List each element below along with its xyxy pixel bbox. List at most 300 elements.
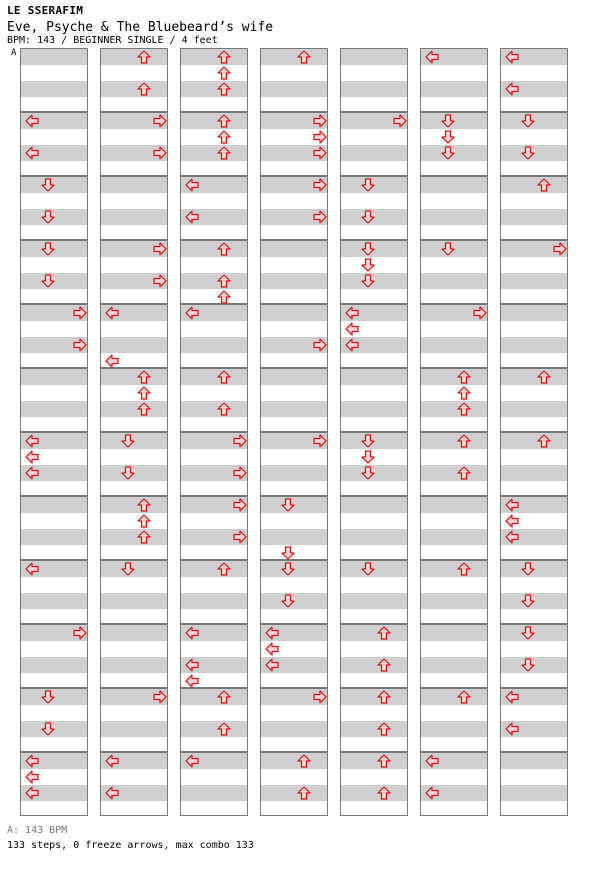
right-arrow-icon — [313, 338, 327, 352]
beat-band — [101, 209, 167, 225]
beat-band — [501, 369, 567, 385]
measure — [100, 624, 168, 688]
beat-band — [341, 721, 407, 737]
beat-band — [421, 465, 487, 481]
up-arrow-icon — [137, 386, 151, 400]
up-arrow-icon — [457, 562, 471, 576]
left-arrow-icon — [505, 82, 519, 96]
measure — [340, 432, 408, 496]
down-arrow-icon — [121, 466, 135, 480]
left-arrow-icon — [25, 786, 39, 800]
measure — [340, 48, 408, 112]
left-arrow-icon — [345, 322, 359, 336]
up-arrow-icon — [457, 466, 471, 480]
measure — [180, 496, 248, 560]
beat-band — [341, 657, 407, 673]
measure — [340, 688, 408, 752]
left-arrow-icon — [265, 626, 279, 640]
measure — [20, 688, 88, 752]
left-arrow-icon — [105, 754, 119, 768]
beat-band — [181, 273, 247, 289]
up-arrow-icon — [457, 386, 471, 400]
up-arrow-icon — [137, 530, 151, 544]
beat-band — [181, 689, 247, 705]
measure — [500, 496, 568, 560]
right-arrow-icon — [313, 210, 327, 224]
measure — [420, 752, 488, 816]
down-arrow-icon — [281, 562, 295, 576]
beat-band — [501, 465, 567, 481]
beat-band — [261, 465, 327, 481]
up-arrow-icon — [297, 50, 311, 64]
measure — [100, 48, 168, 112]
measure — [180, 176, 248, 240]
beat-band — [501, 305, 567, 321]
measure — [20, 112, 88, 176]
beat-band — [261, 753, 327, 769]
beat-band — [261, 721, 327, 737]
measure — [340, 112, 408, 176]
left-arrow-icon — [25, 450, 39, 464]
beat-band — [21, 401, 87, 417]
beat-band — [181, 145, 247, 161]
down-arrow-icon — [41, 690, 55, 704]
down-arrow-icon — [41, 242, 55, 256]
up-arrow-icon — [457, 690, 471, 704]
beat-band — [421, 209, 487, 225]
left-arrow-icon — [425, 50, 439, 64]
measure — [260, 240, 328, 304]
measure — [20, 624, 88, 688]
right-arrow-icon — [313, 114, 327, 128]
measure — [100, 560, 168, 624]
up-arrow-icon — [217, 290, 231, 304]
up-arrow-icon — [137, 82, 151, 96]
measure — [260, 432, 328, 496]
left-arrow-icon — [185, 674, 199, 688]
measure — [420, 624, 488, 688]
beat-band — [421, 721, 487, 737]
left-arrow-icon — [185, 306, 199, 320]
bpm-marker: A — [11, 48, 17, 58]
left-arrow-icon — [505, 530, 519, 544]
down-arrow-icon — [41, 274, 55, 288]
measure — [420, 560, 488, 624]
measure — [500, 112, 568, 176]
measure — [100, 688, 168, 752]
beat-band — [181, 113, 247, 129]
measure — [420, 176, 488, 240]
up-arrow-icon — [537, 434, 551, 448]
measure — [100, 304, 168, 368]
beat-band — [261, 785, 327, 801]
left-arrow-icon — [105, 786, 119, 800]
measure — [340, 240, 408, 304]
down-arrow-icon — [521, 658, 535, 672]
beat-band — [181, 337, 247, 353]
measure — [180, 752, 248, 816]
down-arrow-icon — [361, 434, 375, 448]
up-arrow-icon — [217, 274, 231, 288]
measure — [180, 304, 248, 368]
measure — [260, 112, 328, 176]
measure — [500, 368, 568, 432]
beat-band — [421, 497, 487, 513]
left-arrow-icon — [345, 306, 359, 320]
measure — [420, 432, 488, 496]
up-arrow-icon — [217, 690, 231, 704]
right-arrow-icon — [73, 338, 87, 352]
measure — [180, 112, 248, 176]
right-arrow-icon — [153, 242, 167, 256]
down-arrow-icon — [521, 114, 535, 128]
up-arrow-icon — [217, 402, 231, 416]
beat-band — [101, 49, 167, 65]
measure — [260, 624, 328, 688]
right-arrow-icon — [473, 306, 487, 320]
left-arrow-icon — [25, 466, 39, 480]
right-arrow-icon — [233, 498, 247, 512]
beat-band — [421, 369, 487, 385]
left-arrow-icon — [25, 114, 39, 128]
up-arrow-icon — [217, 242, 231, 256]
measure — [100, 496, 168, 560]
beat-band — [181, 241, 247, 257]
left-arrow-icon — [265, 642, 279, 656]
down-arrow-icon — [441, 130, 455, 144]
beat-band — [261, 241, 327, 257]
down-arrow-icon — [41, 722, 55, 736]
measure — [340, 624, 408, 688]
right-arrow-icon — [73, 626, 87, 640]
measure — [20, 368, 88, 432]
measure — [500, 624, 568, 688]
down-arrow-icon — [121, 562, 135, 576]
beat-band — [421, 657, 487, 673]
left-arrow-icon — [185, 658, 199, 672]
left-arrow-icon — [25, 562, 39, 576]
beat-band — [101, 497, 167, 513]
chart-meta: BPM: 143 / BEGINNER SINGLE / 4 feet — [7, 35, 218, 46]
left-arrow-icon — [185, 178, 199, 192]
measure — [20, 240, 88, 304]
down-arrow-icon — [441, 146, 455, 160]
down-arrow-icon — [281, 498, 295, 512]
beat-band — [341, 497, 407, 513]
right-arrow-icon — [233, 434, 247, 448]
up-arrow-icon — [297, 786, 311, 800]
beat-band — [261, 305, 327, 321]
beat-band — [421, 273, 487, 289]
left-arrow-icon — [505, 514, 519, 528]
beat-band — [21, 369, 87, 385]
measure — [420, 48, 488, 112]
beat-band — [101, 593, 167, 609]
measure — [20, 304, 88, 368]
beat-band — [501, 401, 567, 417]
beat-band — [421, 401, 487, 417]
down-arrow-icon — [121, 434, 135, 448]
measure — [420, 688, 488, 752]
footer-bpm: A: 143 BPM — [7, 825, 68, 836]
up-arrow-icon — [377, 690, 391, 704]
beat-band — [101, 369, 167, 385]
measure — [260, 48, 328, 112]
measure — [180, 48, 248, 112]
measure — [340, 176, 408, 240]
beat-band — [501, 785, 567, 801]
left-arrow-icon — [345, 338, 359, 352]
up-arrow-icon — [137, 370, 151, 384]
up-arrow-icon — [217, 66, 231, 80]
up-arrow-icon — [217, 130, 231, 144]
beat-band — [181, 721, 247, 737]
down-arrow-icon — [441, 114, 455, 128]
left-arrow-icon — [505, 498, 519, 512]
beat-band — [501, 753, 567, 769]
up-arrow-icon — [457, 434, 471, 448]
up-arrow-icon — [137, 514, 151, 528]
beat-band — [341, 401, 407, 417]
left-arrow-icon — [425, 786, 439, 800]
beat-band — [341, 593, 407, 609]
down-arrow-icon — [41, 178, 55, 192]
down-arrow-icon — [281, 546, 295, 560]
right-arrow-icon — [233, 466, 247, 480]
right-arrow-icon — [313, 178, 327, 192]
right-arrow-icon — [233, 530, 247, 544]
beat-band — [341, 81, 407, 97]
up-arrow-icon — [377, 722, 391, 736]
beat-band — [261, 401, 327, 417]
down-arrow-icon — [361, 466, 375, 480]
measure — [20, 560, 88, 624]
left-arrow-icon — [25, 434, 39, 448]
right-arrow-icon — [393, 114, 407, 128]
beat-band — [21, 529, 87, 545]
measure — [500, 304, 568, 368]
measure — [100, 432, 168, 496]
right-arrow-icon — [153, 114, 167, 128]
measure — [180, 688, 248, 752]
beat-band — [501, 177, 567, 193]
left-arrow-icon — [505, 722, 519, 736]
up-arrow-icon — [217, 114, 231, 128]
beat-band — [341, 49, 407, 65]
measure — [500, 240, 568, 304]
beat-band — [181, 593, 247, 609]
beat-band — [341, 369, 407, 385]
beat-band — [101, 401, 167, 417]
measure — [260, 688, 328, 752]
measure — [500, 432, 568, 496]
beat-band — [101, 721, 167, 737]
up-arrow-icon — [457, 370, 471, 384]
up-arrow-icon — [137, 50, 151, 64]
beat-band — [421, 529, 487, 545]
beat-band — [181, 81, 247, 97]
measure — [260, 176, 328, 240]
measure — [20, 48, 88, 112]
measure — [20, 752, 88, 816]
beat-band — [101, 625, 167, 641]
right-arrow-icon — [313, 434, 327, 448]
down-arrow-icon — [361, 242, 375, 256]
measure — [100, 368, 168, 432]
beat-band — [21, 81, 87, 97]
beat-band — [501, 209, 567, 225]
up-arrow-icon — [217, 50, 231, 64]
up-arrow-icon — [377, 658, 391, 672]
measure — [500, 48, 568, 112]
measure — [500, 688, 568, 752]
right-arrow-icon — [313, 690, 327, 704]
right-arrow-icon — [153, 146, 167, 160]
up-arrow-icon — [377, 754, 391, 768]
measure — [340, 368, 408, 432]
footer-stats: 133 steps, 0 freeze arrows, max combo 133 — [7, 840, 254, 851]
down-arrow-icon — [361, 450, 375, 464]
beat-band — [341, 529, 407, 545]
beat-band — [421, 337, 487, 353]
measure — [260, 560, 328, 624]
left-arrow-icon — [185, 754, 199, 768]
beat-band — [181, 49, 247, 65]
right-arrow-icon — [153, 274, 167, 288]
beat-band — [421, 625, 487, 641]
measure — [420, 112, 488, 176]
beat-band — [261, 273, 327, 289]
beat-band — [181, 369, 247, 385]
beat-band — [101, 529, 167, 545]
beat-band — [501, 433, 567, 449]
measure — [100, 752, 168, 816]
down-arrow-icon — [361, 210, 375, 224]
measure — [20, 496, 88, 560]
measure — [500, 752, 568, 816]
beat-band — [501, 337, 567, 353]
measure — [180, 432, 248, 496]
right-arrow-icon — [553, 242, 567, 256]
up-arrow-icon — [137, 498, 151, 512]
beat-band — [261, 529, 327, 545]
down-arrow-icon — [361, 258, 375, 272]
down-arrow-icon — [521, 562, 535, 576]
up-arrow-icon — [217, 82, 231, 96]
down-arrow-icon — [361, 562, 375, 576]
measure — [420, 240, 488, 304]
beat-band — [21, 657, 87, 673]
measure — [420, 496, 488, 560]
measure — [100, 112, 168, 176]
right-arrow-icon — [73, 306, 87, 320]
down-arrow-icon — [281, 594, 295, 608]
up-arrow-icon — [297, 754, 311, 768]
measure — [20, 176, 88, 240]
measure — [260, 304, 328, 368]
measure — [260, 752, 328, 816]
song-title: Eve, Psyche & The Bluebeard’s wife — [7, 20, 274, 35]
beat-band — [101, 337, 167, 353]
beat-band — [421, 81, 487, 97]
measure — [340, 304, 408, 368]
up-arrow-icon — [217, 562, 231, 576]
beat-band — [101, 177, 167, 193]
up-arrow-icon — [137, 402, 151, 416]
beat-band — [101, 81, 167, 97]
left-arrow-icon — [265, 658, 279, 672]
measure — [180, 368, 248, 432]
beat-band — [261, 81, 327, 97]
measure — [180, 560, 248, 624]
up-arrow-icon — [217, 722, 231, 736]
left-arrow-icon — [505, 50, 519, 64]
beat-band — [21, 593, 87, 609]
down-arrow-icon — [521, 146, 535, 160]
measure — [260, 368, 328, 432]
measure — [20, 432, 88, 496]
beat-band — [341, 753, 407, 769]
beat-band — [101, 657, 167, 673]
up-arrow-icon — [457, 402, 471, 416]
left-arrow-icon — [185, 210, 199, 224]
beat-band — [261, 49, 327, 65]
left-arrow-icon — [25, 770, 39, 784]
down-arrow-icon — [521, 626, 535, 640]
measure — [180, 624, 248, 688]
measure — [180, 240, 248, 304]
left-arrow-icon — [505, 690, 519, 704]
measure — [500, 560, 568, 624]
beat-band — [421, 433, 487, 449]
right-arrow-icon — [153, 690, 167, 704]
measure — [500, 176, 568, 240]
beat-band — [181, 401, 247, 417]
left-arrow-icon — [25, 754, 39, 768]
beat-band — [501, 273, 567, 289]
beat-band — [261, 369, 327, 385]
down-arrow-icon — [521, 594, 535, 608]
beat-band — [21, 49, 87, 65]
beat-band — [421, 593, 487, 609]
up-arrow-icon — [377, 786, 391, 800]
left-arrow-icon — [105, 354, 119, 368]
down-arrow-icon — [41, 210, 55, 224]
left-arrow-icon — [425, 754, 439, 768]
right-arrow-icon — [313, 130, 327, 144]
beat-band — [181, 561, 247, 577]
left-arrow-icon — [185, 626, 199, 640]
beat-band — [341, 145, 407, 161]
measure — [260, 496, 328, 560]
measure — [340, 496, 408, 560]
measure — [100, 176, 168, 240]
down-arrow-icon — [361, 274, 375, 288]
down-arrow-icon — [441, 242, 455, 256]
beat-band — [421, 177, 487, 193]
measure — [420, 368, 488, 432]
measure — [340, 560, 408, 624]
measure — [100, 240, 168, 304]
up-arrow-icon — [377, 626, 391, 640]
up-arrow-icon — [217, 370, 231, 384]
beat-band — [341, 785, 407, 801]
beat-band — [341, 625, 407, 641]
measure — [420, 304, 488, 368]
measure — [340, 752, 408, 816]
beat-band — [341, 689, 407, 705]
artist-name: LE SSERAFIM — [7, 4, 84, 17]
